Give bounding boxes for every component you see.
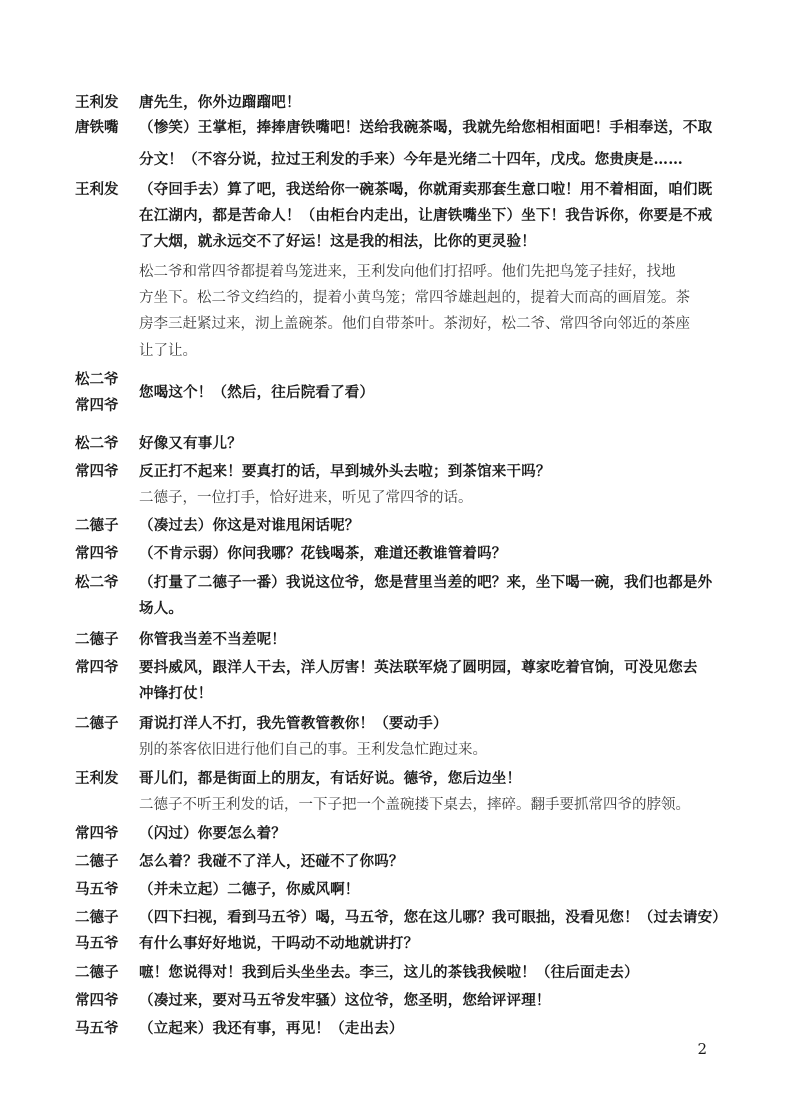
script-line [0,203,794,229]
script-line [0,459,794,485]
script-line [0,655,794,681]
speaker-name: 常四爷 [75,545,119,562]
dialogue-text: 好像又有事儿？ [139,435,242,452]
speaker-name: 马五爷 [75,881,119,898]
speaker-name: 松二爷 [75,574,119,591]
dialogue-text: 冲锋打仗！ [139,685,213,702]
speaker-name: 王利发 [75,94,119,111]
speaker-name: 常四爷 [75,397,119,414]
script-line [0,681,794,707]
speaker-name: 松二爷 [75,371,119,388]
page-number: 2 [697,1040,707,1058]
script-line [0,737,794,763]
script-line [0,90,794,116]
script-line [0,849,794,875]
speaker-name: 常四爷 [75,659,119,676]
stage-direction: 二德子，一位打手，恰好进来，听见了常四爷的话。 [139,490,473,506]
script-line [0,485,794,511]
dialogue-text: （惨笑）王掌柜，捧捧唐铁嘴吧！送给我碗茶喝，我就先给您相相面吧！手相奉送，不取 [139,119,713,136]
speaker-name: 常四爷 [75,992,119,1009]
stage-direction: 方坐下。松二爷文绉绉的，提着小黄鸟笼；常四爷雄赳赳的，提着大而高的画眉笼。茶 [139,290,690,306]
speaker-name: 二德子 [75,715,119,732]
stage-direction: 二德子不听王利发的话，一下子把一个盖碗搂下桌去，摔碎。翻手要抓常四爷的脖领。 [139,797,690,813]
dialogue-text: 怎么着？我碰不了洋人，还碰不了你吗？ [139,853,404,870]
script-line [0,177,794,203]
script-line [0,877,794,903]
script-line [0,338,794,364]
dialogue-text: 分文！（不容分说，拉过王利发的手来）今年是光绪二十四年，戊戌。您贵庚是…… [139,151,683,168]
speaker-name: 二德子 [75,631,119,648]
stage-direction: 房李三赶紧过来，沏上盖碗茶。他们自带茶叶。茶沏好，松二爷、常四爷向邻近的茶座 [139,316,690,332]
speaker-name: 常四爷 [75,463,119,480]
stage-direction: 别的茶客依旧进行他们自己的事。王利发急忙跑过来。 [139,742,487,758]
speaker-name: 常四爷 [75,825,119,842]
script-line [0,988,794,1014]
script-line [0,766,794,792]
dialogue-text: 哥儿们，都是街面上的朋友，有话好说。德爷，您后边坐！ [139,770,522,787]
dialogue-text: 在江湖内，都是苦命人！（由柜台内走出，让唐铁嘴坐下）坐下！我告诉你，你要是不戒 [139,207,713,224]
speaker-name: 王利发 [75,770,119,787]
dialogue-text: 甭说打洋人不打，我先管教管教你！（要动手） [139,715,448,732]
dialogue-text: 唐先生，你外边蹓蹓吧！ [139,94,301,111]
speaker-name: 二德子 [75,909,119,926]
dialogue-text: 了大烟，就永远交不了好运！这是我的相法，比你的更灵验！ [139,233,536,250]
dialogue-text: （打量了二德子一番）我说这位爷，您是营里当差的吧？来，坐下喝一碗，我们也都是外 [139,574,713,591]
speaker-name: 松二爷 [75,435,119,452]
stage-direction: 松二爷和常四爷都提着鸟笼进来，王利发向他们打招呼。他们先把鸟笼子挂好，找地 [139,264,676,280]
script-line [0,627,794,653]
script-line [0,905,794,931]
script-line [0,285,794,311]
script-line [0,792,794,818]
script-line [0,513,794,539]
script-line [0,229,794,255]
script-line [0,960,794,986]
script-line [0,115,794,141]
speaker-name: 马五爷 [75,935,119,952]
speaker-name: 马五爷 [75,1020,119,1037]
dialogue-text: （并未立起）二德子，你威风啊！ [139,881,360,898]
dialogue-text: 反正打不起来！要真打的话，早到城外头去啦；到茶馆来干吗？ [139,463,551,480]
script-line [0,1016,794,1042]
dialogue-text: （凑过去）你这是对谁甩闲话呢？ [139,517,360,534]
script-line [0,821,794,847]
script-line [0,596,794,622]
script-line [0,311,794,337]
dialogue-text: 场人。 [139,600,184,617]
speaker-name: 二德子 [75,853,119,870]
speaker-name: 二德子 [75,964,119,981]
dialogue-text: 有什么事好好地说，干吗动不动地就讲打？ [139,935,419,952]
stage-direction: 让了让。 [139,343,197,359]
speaker-name: 二德子 [75,517,119,534]
speaker-name: 唐铁嘴 [75,119,119,136]
dialogue-text: （凑过来，要对马五爷发牢骚）这位爷，您圣明，您给评评理！ [139,992,551,1009]
dialogue-text: 你管我当差不当差呢！ [139,631,286,648]
script-line [0,259,794,285]
script-line [0,570,794,596]
script-line [0,147,794,173]
dialogue-text: （夺回手去）算了吧，我送给你一碗茶喝，你就甭卖那套生意口啦！用不着相面，咱们既 [139,181,713,198]
script-line [0,371,794,414]
script-line [0,541,794,567]
dialogue-text: （不肯示弱）你问我哪？花钱喝茶，难道还教谁管着吗？ [139,545,507,562]
script-line [0,711,794,737]
script-line [0,931,794,957]
speaker-name: 王利发 [75,181,119,198]
dialogue-text: 要抖威风，跟洋人干去，洋人厉害！英法联军烧了圆明园，尊家吃着官饷，可没见您去 [139,659,698,676]
dialogue-text: （立起来）我还有事，再见！（走出去） [139,1020,404,1037]
dialogue-text: （四下扫视，看到马五爷）喝，马五爷，您在这儿哪？我可眼拙，没看见您！（过去请安） [139,909,727,926]
script-line [0,431,794,457]
dialogue-text: 您喝这个！（然后，往后院看了看） [139,384,375,401]
dialogue-text: （闪过）你要怎么着？ [139,825,286,842]
dialogue-text: 嗻！您说得对！我到后头坐坐去。李三，这儿的茶钱我候啦！（往后面走去） [139,964,639,981]
